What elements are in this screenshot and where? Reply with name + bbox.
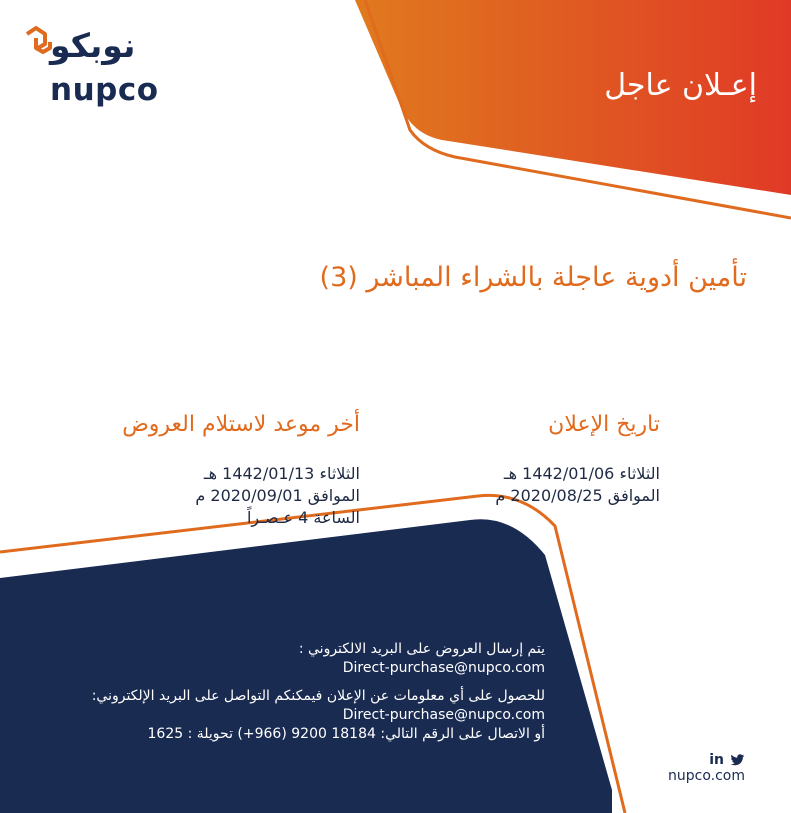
contact-phone: أو الاتصال على الرقم التالي: 18184 9200 (966+) تحويلة : 1625 [147, 726, 545, 742]
submission-text: يتم إرسال العروض على البريد الالكتروني : [298, 641, 545, 657]
nupco-logo [22, 24, 162, 119]
announcement-date-section [495, 412, 660, 507]
urgent-announcement-label: إعـلان عاجل [604, 68, 757, 103]
contact-email-link[interactable]: Direct-purchase@nupco.com [342, 707, 545, 723]
linkedin-icon[interactable]: in [709, 752, 724, 768]
announcement-date-heading: تاريخ الإعلان [548, 412, 660, 437]
contact-info [92, 687, 545, 744]
logo-arabic-text: نوبكو [50, 26, 136, 65]
social-links [709, 752, 745, 768]
deadline-section [122, 412, 360, 529]
announcement-title: تأمين أدوية عاجلة بالشراء المباشر (3) [319, 262, 747, 293]
deadline-hijri: الثلاثاء 1442/01/13 هـ [203, 464, 360, 483]
twitter-icon[interactable] [730, 754, 745, 767]
deadline-gregorian: الموافق 2020/09/01 م [195, 486, 360, 505]
deadline-time: الساعة 4 عـصـراً [246, 508, 360, 527]
announcement-date-gregorian: الموافق 2020/08/25 م [495, 486, 660, 505]
submission-info [299, 640, 545, 678]
deadline-heading: أخر موعد لاستلام العروض [122, 412, 360, 437]
nupco-logo-mark-icon [22, 24, 52, 58]
contact-text: للحصول على أي معلومات عن الإعلان فيمكنكم التواصل على البريد الإلكتروني: [91, 688, 545, 704]
announcement-date-hijri: الثلاثاء 1442/01/06 هـ [503, 464, 660, 483]
logo-english-text: nupco [50, 72, 159, 108]
website-link[interactable]: nupco.com [668, 768, 745, 784]
submission-email-link[interactable]: Direct-purchase@nupco.com [342, 660, 545, 676]
